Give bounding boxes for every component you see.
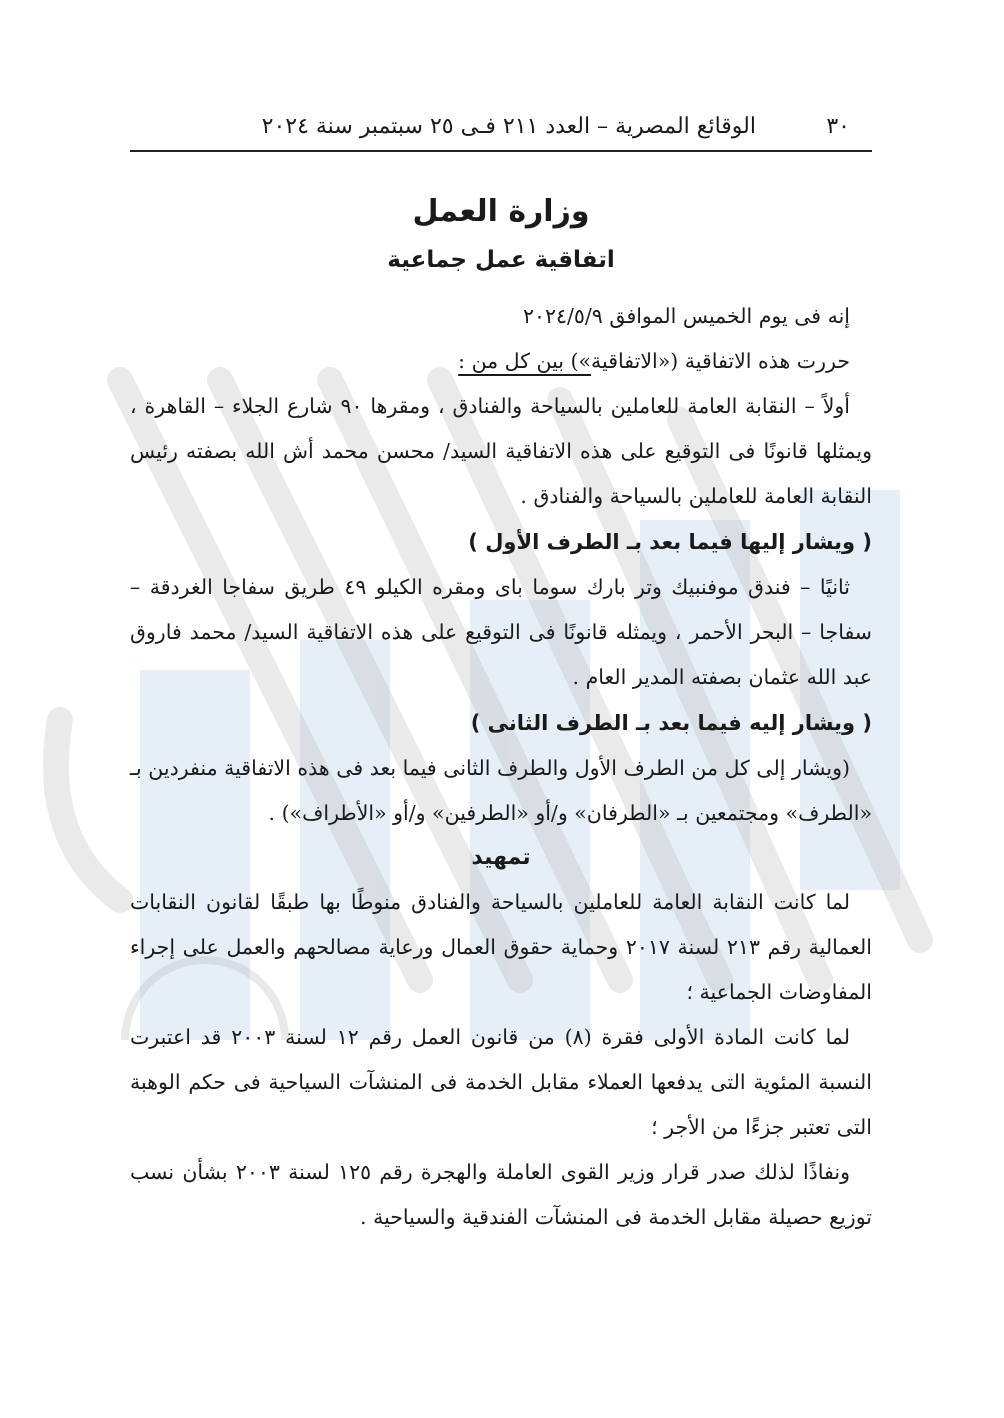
date-line: إنه فى يوم الخميس الموافق ٢٠٢٤/٥/٩: [522, 304, 850, 328]
preamble-paragraph-3: ونفاذًا لذلك صدر قرار وزير القوى العاملة والهجرة رقم ١٢٥ لسنة ٢٠٠٣ بشأن نسب توزيع حصيلة مقابل الخدمة فى المنشآت الفندقية والسياحية .: [130, 1160, 872, 1229]
parties-intro: [130, 339, 872, 384]
party-two-reference: ( ويشار إليه فيما بعد بـ الطرف الثانى ): [470, 711, 872, 735]
document-body: [130, 190, 872, 1240]
preamble-paragraph-1: لما كانت النقابة العامة للعاملين بالسياحة والفنادق منوطًا بها طبقًا لقانون النقابات العمالية رقم ٢١٣ لسنة ٢٠١٧ وحماية حقوق العمال ورعاية مصالحهم والعمل على إجراء المفاوضات الجماعية ؛: [130, 890, 872, 1004]
agreement-title: اتفاقية عمل جماعية: [387, 247, 615, 273]
publication-title: الوقائع المصرية – العدد ٢١١ فـى ٢٥ سبتمبر سنة ٢٠٢٤: [261, 114, 756, 139]
parties-intro-term: الاتفاقية: [591, 349, 658, 373]
parties-intro-end: ») بين كل من :: [458, 349, 592, 373]
preamble-paragraph-2: لما كانت المادة الأولى فقرة (٨) من قانون العمل رقم ١٢ لسنة ٢٠٠٣ قد اعتبرت النسبة المئوية التى يدفعها العملاء مقابل الخدمة فى المنشآت السياحية فى حكم الوهبة التى تعتبر جزءًا من الأجر ؛: [130, 1025, 872, 1139]
preamble-title: تمهيد: [471, 845, 531, 870]
party-one-reference: ( ويشار إليها فيما بعد بـ الطرف الأول ): [468, 530, 872, 554]
page-number: ٣٠: [826, 114, 850, 139]
definitions-paragraph: (ويشار إلى كل من الطرف الأول والطرف الثانى فيما بعد فى هذه الاتفاقية منفردين بـ «الطرف» ومجتمعين بـ «الطرفان» و/أو «الطرفين» و/أو «الأطراف») .: [130, 756, 872, 825]
ministry-title: وزارة العمل: [412, 194, 590, 229]
page-header: [130, 112, 872, 152]
party-two-paragraph: ثانيًا – فندق موفنبيك وتر بارك سوما باى ومقره الكيلو ٤٩ طريق سفاجا الغردقة – سفاجا – البحر الأحمر ، ويمثله قانونًا فى التوقيع على هذه الاتفاقية السيد/ محمد فاروق عبد الله عثمان بصفته المدير العام .: [130, 575, 872, 689]
parties-intro-start: حررت هذه الاتفاقية («: [657, 349, 850, 373]
party-one-paragraph: أولاً – النقابة العامة للعاملين بالسياحة والفنادق ، ومقرها ٩٠ شارع الجلاء – القاهرة ، ويمثلها قانونًا فى التوقيع على هذه الاتفاقية السيد/ محسن محمد أش الله بصفته رئيس النقابة العامة للعاملين بالسياحة والفنادق .: [130, 394, 872, 508]
